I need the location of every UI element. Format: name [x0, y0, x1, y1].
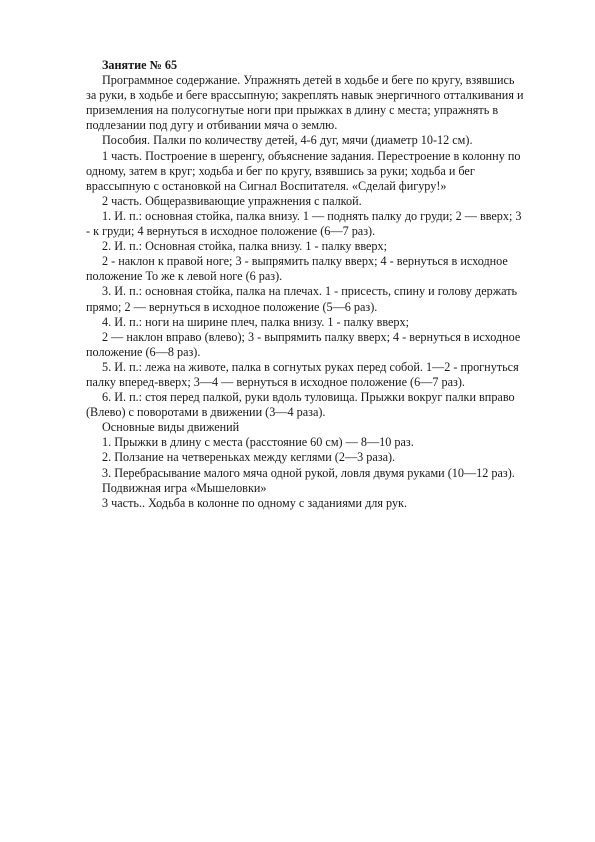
paragraph-equipment: Пособия. Палки по количеству детей, 4-6 дуг, мячи (диаметр 10-12 см).: [102, 133, 473, 148]
paragraph-main-movements-heading: Основные виды движений: [102, 420, 240, 435]
paragraph-part-1: 1 часть. Построение в шеренгу, объяснение задания. Перестроение в колонну по одному, затем в круг; ходьба и бег по кругу, взявшись за руки; ходьба и бег врассыпную с остановкой на Сигнал Воспитателя. «Сделай фигуру!»: [86, 148, 521, 193]
paragraph-movement-1: 1. Прыжки в длину с места (расстояние 60 см) — 8—10 раз.: [102, 435, 414, 450]
lesson-title: Занятие № 65: [102, 58, 178, 72]
document-body: [86, 58, 526, 511]
paragraph-exercise-2: 2. И. п.: Основная стойка, палка внизу. 1 - палку вверх;: [102, 239, 387, 254]
paragraph-part-3: 3 часть.. Ходьба в колонне по одному с заданиями для рук.: [102, 495, 408, 510]
paragraph-exercise-2-cont: 2 - наклон к правой ноге; 3 - выпрямить палку вверх; 4 - вернуться в исходное положение То же к левой ноге (6 раз).: [86, 254, 508, 284]
paragraph-movement-2: 2. Ползание на четвереньках между кеглями (2—3 раза).: [102, 450, 396, 465]
paragraph-exercise-3: 3. И. п.: основная стойка, палка на плечах. 1 - присесть, спину и голову держать прямо; 2 — вернуться в исходное положение (5—6 раз).: [86, 284, 518, 314]
paragraph-exercise-5: 5. И. п.: лежа на животе, палка в согнутых руках перед собой. 1—2 - прогнуться палку вперед-вверх; 3—4 — вернуться в исходное положение (6—7 раз).: [86, 359, 519, 389]
paragraph-part-2-heading: 2 часть. Общеразвивающие упражнения с палкой.: [102, 193, 362, 208]
paragraph-movement-3: 3. Перебрасывание малого мяча одной рукой, ловля двумя руками (10—12 раз).: [102, 465, 515, 480]
paragraph-exercise-6: 6. И. п.: стоя перед палкой, руки вдоль туловища. Прыжки вокруг палки вправо (Влево) с поворотами в движении (3—4 раза).: [86, 390, 515, 420]
paragraph-exercise-4: 4. И. п.: ноги на ширине плеч, палка внизу. 1 - палку вверх;: [102, 314, 409, 329]
paragraph-outdoor-game: Подвижная игра «Мышеловки»: [102, 480, 267, 495]
paragraph-exercise-1: 1. И. п.: основная стойка, палка внизу. 1 — поднять палку до груди; 2 — вверх; 3 - к груди; 4 вернуться в исходное положение (6—7 раз).: [86, 208, 522, 239]
paragraph-program-content: Программное содержание. Упражнять детей в ходьбе и беге по кругу, взявшись за руки, в ходьбе и беге врассыпную; закреплять навык энергичного отталкивания и приземления на полусогнутые ноги при прыжках в длину с места; упражнять в подлезании под дугу и отбивании мяча о землю.: [86, 73, 524, 133]
paragraph-exercise-4-cont: 2 — наклон вправо (влево); 3 - выпрямить палку вверх; 4 - вернуться в исходное положение (6—8 раз).: [86, 329, 521, 359]
